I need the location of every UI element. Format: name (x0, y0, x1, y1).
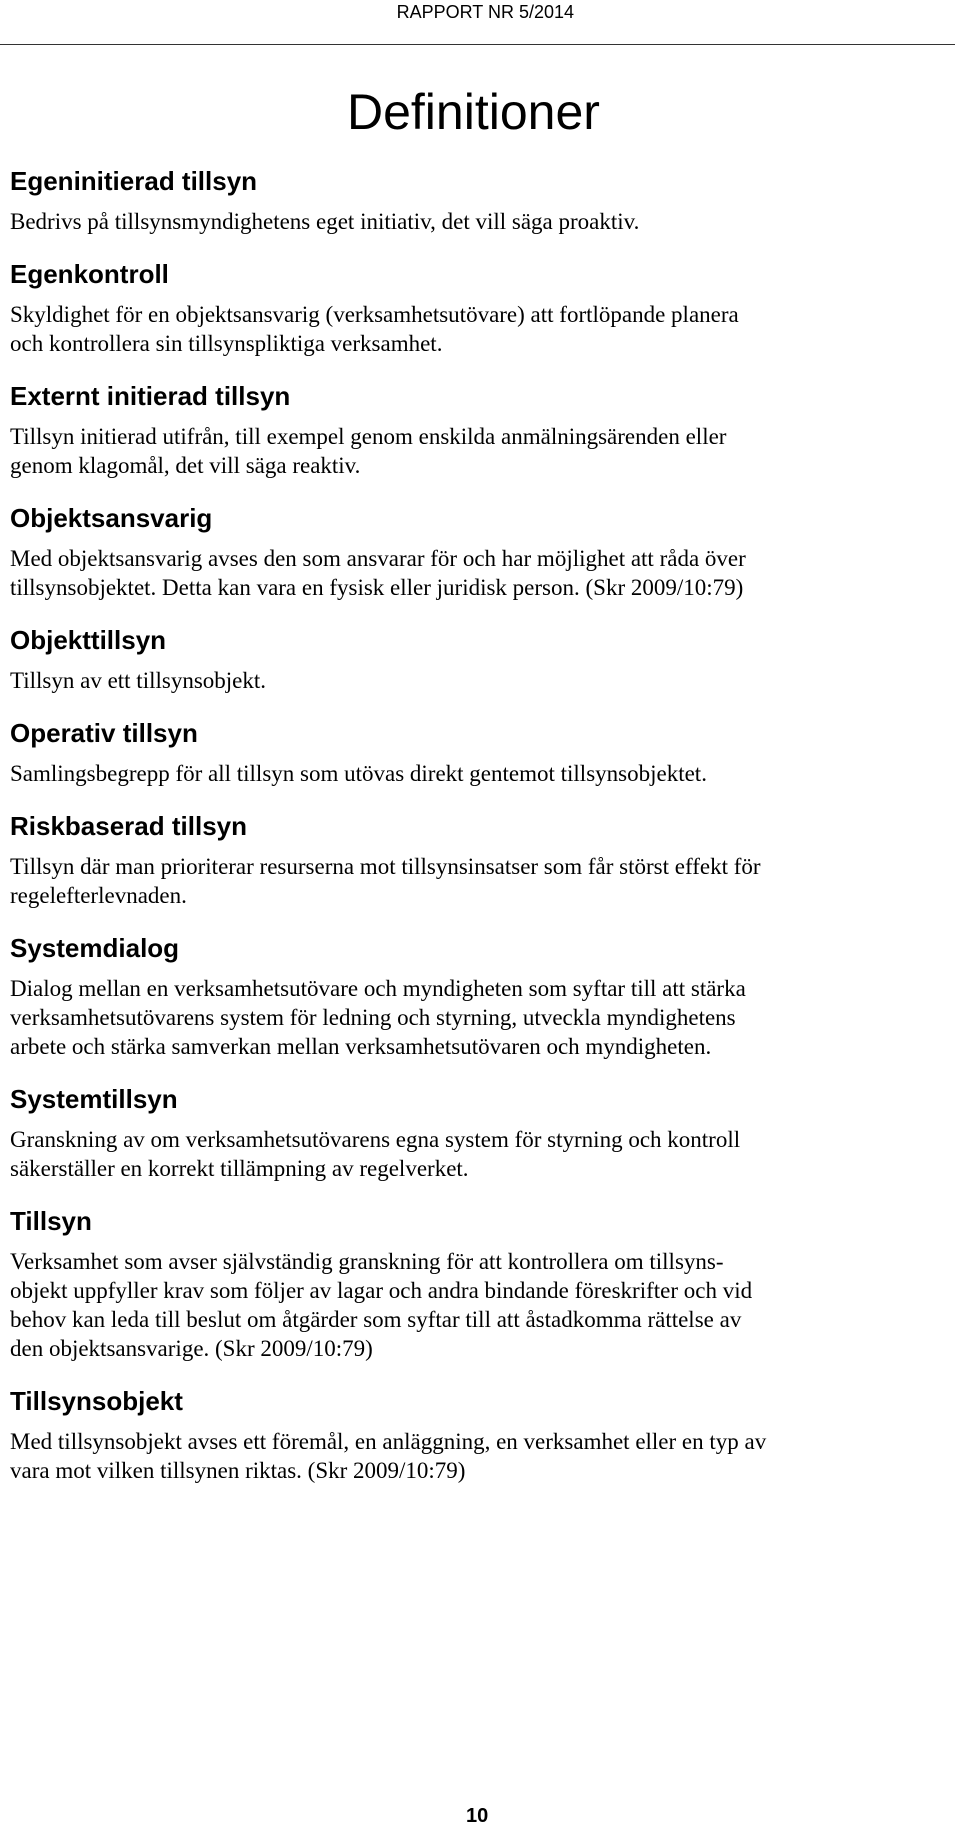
term-heading: Systemdialog (10, 933, 180, 963)
page-title: Definitioner (347, 84, 600, 140)
report-label: RAPPORT NR 5/2014 (396, 2, 574, 22)
definition-entry (10, 380, 945, 480)
term-heading: Operativ tillsyn (10, 718, 198, 748)
definition-entry (10, 717, 945, 788)
definitions-list (10, 165, 945, 1507)
term-heading: Egeninitierad tillsyn (10, 166, 258, 196)
definition-entry (10, 502, 945, 602)
term-definition (10, 1427, 945, 1485)
definition-line: regelefterlevnaden. (10, 883, 187, 908)
definition-line: Bedrivs på tillsynsmyndighetens eget initiativ, det vill säga proaktiv. (10, 209, 640, 234)
term-heading: Systemtillsyn (10, 1084, 178, 1114)
definition-entry (10, 258, 945, 358)
definition-line: Granskning av om verksamhetsutövarens egna system för styrning och kontroll (10, 1127, 741, 1152)
definition-entry (10, 1083, 945, 1183)
definition-line: Skyldighet för en objektsansvarig (verksamhetsutövare) att fortlöpande planera (10, 302, 739, 327)
term-definition (10, 974, 945, 1061)
definition-line: arbete och stärka samverkan mellan verksamhetsutövaren och myndigheten. (10, 1034, 712, 1059)
term-heading: Egenkontroll (10, 259, 169, 289)
definition-line: säkerställer en korrekt tillämpning av regelverket. (10, 1156, 469, 1181)
definition-line: vara mot vilken tillsynen riktas. (Skr 2009/10:79) (10, 1458, 466, 1483)
definition-line: objekt uppfyller krav som följer av lagar och andra bindande föreskrifter och vid (10, 1278, 753, 1303)
term-definition (10, 1247, 945, 1363)
term-definition (10, 544, 945, 602)
definition-line: den objektsansvarige. (Skr 2009/10:79) (10, 1336, 373, 1361)
definition-line: Dialog mellan en verksamhetsutövare och myndigheten som syftar till att stärka (10, 976, 746, 1001)
definition-entry (10, 1385, 945, 1485)
term-heading: Tillsyn (10, 1206, 92, 1236)
definition-line: Tillsyn där man prioriterar resurserna mot tillsynsinsatser som får störst effekt för (10, 854, 761, 879)
definition-line: Samlingsbegrepp för all tillsyn som utövas direkt gentemot tillsynsobjektet. (10, 761, 707, 786)
definition-entry (10, 624, 945, 695)
definition-line: Med objektsansvarig avses den som ansvarar för och har möjlighet att råda över (10, 546, 746, 571)
term-definition (10, 207, 945, 236)
term-definition (10, 759, 945, 788)
definition-entry (10, 810, 945, 910)
definition-line: tillsynsobjektet. Detta kan vara en fysisk eller juridisk person. (Skr 2009/10:79) (10, 575, 744, 600)
term-heading: Externt initierad tillsyn (10, 381, 291, 411)
definition-entry (10, 165, 945, 236)
definition-line: Tillsyn av ett tillsynsobjekt. (10, 668, 267, 693)
definition-line: och kontrollera sin tillsynspliktiga verksamhet. (10, 331, 443, 356)
definition-line: genom klagomål, det vill säga reaktiv. (10, 453, 361, 478)
term-definition (10, 422, 945, 480)
term-heading: Objektsansvarig (10, 503, 213, 533)
term-definition (10, 300, 945, 358)
definition-entry (10, 1205, 945, 1363)
definition-entry (10, 932, 945, 1061)
definition-line: verksamhetsutövarens system för ledning och styrning, utveckla myndighetens (10, 1005, 736, 1030)
definition-line: Tillsyn initierad utifrån, till exempel genom enskilda anmälningsärenden eller (10, 424, 727, 449)
term-heading: Tillsynsobjekt (10, 1386, 183, 1416)
term-definition (10, 852, 945, 910)
definition-line: Verksamhet som avser självständig granskning för att kontrollera om tillsyns- (10, 1249, 724, 1274)
term-heading: Objekttillsyn (10, 625, 167, 655)
term-definition (10, 1125, 945, 1183)
definition-line: Med tillsynsobjekt avses ett föremål, en anläggning, en verksamhet eller en typ av (10, 1429, 767, 1454)
page-number: 10 (466, 1805, 489, 1827)
definition-line: behov kan leda till beslut om åtgärder som syftar till att åstadkomma rättelse av (10, 1307, 742, 1332)
header-divider (0, 44, 955, 45)
term-heading: Riskbaserad tillsyn (10, 811, 247, 841)
term-definition (10, 666, 945, 695)
